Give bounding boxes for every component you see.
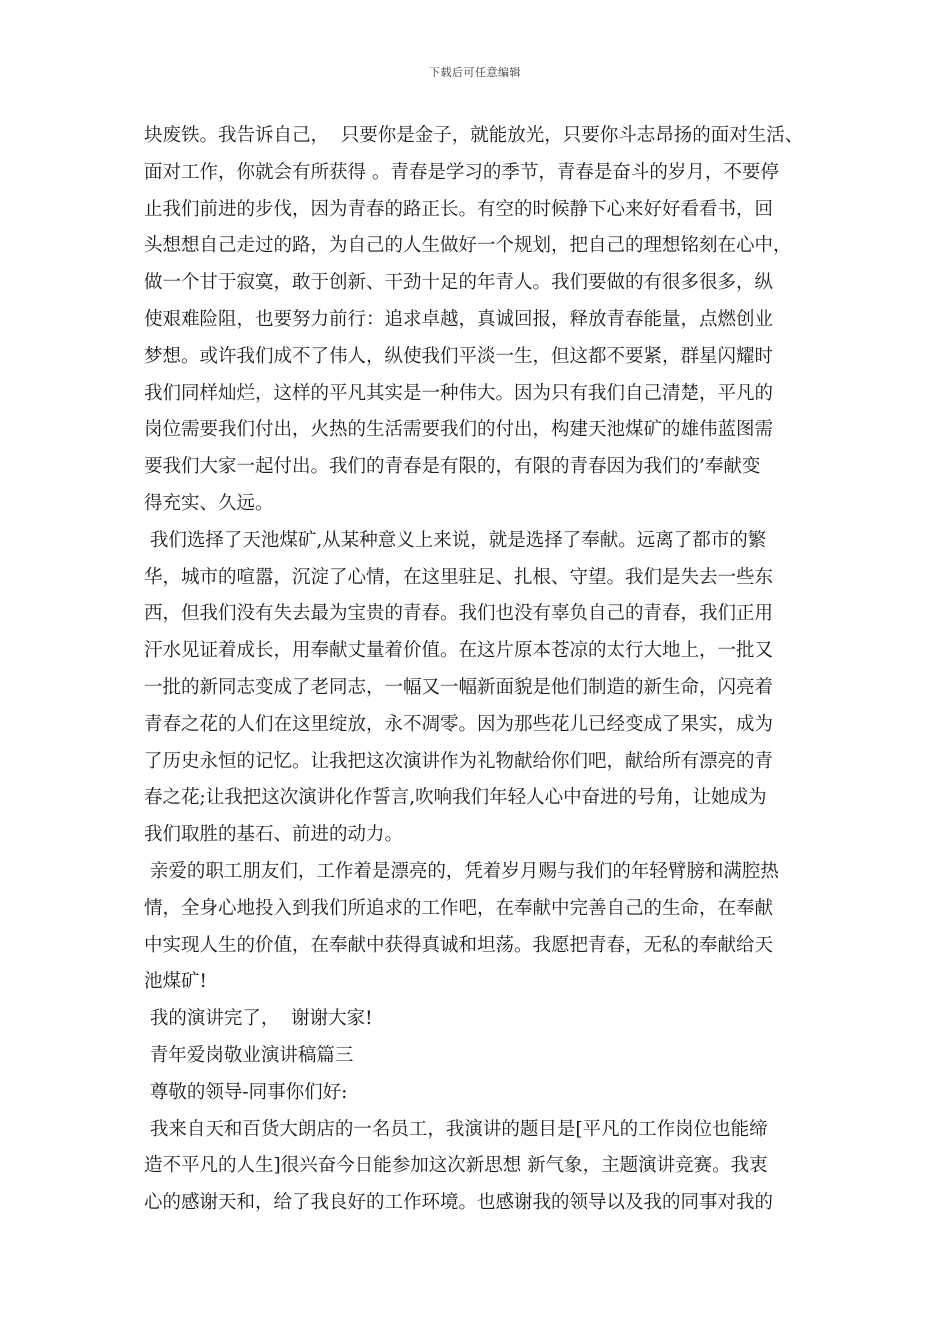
text-line: 情，全身心地投入到我们所追求的工作吧，在奉献中完善自己的生命，在奉献 — [144, 897, 774, 919]
text-line: 我来自天和百货大朗店的一名员工，我演讲的题目是[平凡的工作岗位也能缔 — [144, 1118, 768, 1140]
text-line: 块废铁。我告诉自己， 只要你是金子，就能放光，只要你斗志昂扬的面对生活、 — [144, 125, 804, 146]
text-line: 了历史永恒的记忆。让我把这次演讲作为礼物献给你们吧，献给所有漂亮的青 — [144, 750, 774, 772]
text-line: 中实现人生的价值，在奉献中获得真诚和坦荡。我愿把青春，无私的奉献给天 — [144, 934, 774, 956]
text-line: 面对工作，你就会有所获得 。青春是学习的季节，青春是奋斗的岁月，不要停 — [144, 161, 779, 183]
text-line: 我们选择了天池煤矿,从某种意义上来说，就是选择了奉献。远离了都市的繁 — [144, 529, 767, 551]
text-line: 尊敬的领导-同事你们好: — [144, 1081, 348, 1103]
text-line: 要我们大家一起付出。我们的青春是有限的，有限的青春因为我们的’奉献变 — [144, 456, 761, 478]
text-line: 华，城市的喧嚣，沉淀了心情，在这里驻足、扎根、守望。我们是失去一些东 — [144, 566, 774, 588]
text-line: 汗水见证着成长，用奉献丈量着价值。在这片原本苍凉的太行大地上，一批又 — [144, 640, 774, 662]
text-line: 造不平凡的人生]很兴奋今日能参加这次新思想 新气象，主题演讲竞赛。我衷 — [144, 1155, 768, 1177]
text-line: 岗位需要我们付出，火热的生活需要我们的付出，构建天池煤矿的雄伟蓝图需 — [144, 419, 774, 441]
text-line: 春之花;让我把这次演讲化作誓言,吹响我们年轻人心中奋进的号角，让她成为 — [144, 787, 767, 809]
text-line: 西，但我们没有失去最为宝贵的青春。我们也没有辜负自己的青春，我们正用 — [144, 603, 774, 625]
text-line: 青年爱岗敬业演讲稿篇三 — [144, 1044, 354, 1066]
text-line: 我们同样灿烂，这样的平凡其实是一种伟大。因为只有我们自己清楚，平凡的 — [144, 382, 774, 404]
text-line: 使艰难险阻，也要努力前行：追求卓越，真诚回报，释放青春能量，点燃创业 — [144, 308, 774, 330]
text-line: 我的演讲完了， 谢谢大家! — [144, 1008, 373, 1030]
text-line: 亲爱的职工朋友们，工作着是漂亮的，凭着岁月赐与我们的年轻臂膀和满腔热 — [144, 860, 779, 882]
text-line: 止我们前进的步伐，因为青春的路正长。有空的时候静下心来好好看看书，回 — [144, 198, 774, 220]
text-line: 心的感谢天和，给了我良好的工作环境。也感谢我的领导以及我的同事对我的 — [144, 1192, 774, 1214]
text-line: 青春之花的人们在这里绽放，永不凋零。因为那些花儿已经变成了果实，成为 — [144, 713, 774, 735]
text-line: 一批的新同志变成了老同志，一幅又一幅新面貌是他们制造的新生命，闪亮着 — [144, 676, 774, 698]
text-line: 得充实、久远。 — [144, 492, 274, 514]
text-line: 头想想自己走过的路，为自己的人生做好一个规划，把自己的理想铭刻在心中， — [144, 235, 792, 257]
page-header-note: 下载后可任意编辑 — [429, 66, 521, 79]
text-line: 做一个甘于寂寞，敢于创新、干劲十足的年青人。我们要做的有很多很多，纵 — [144, 272, 774, 294]
text-line: 我们取胜的基石、前进的动力。 — [144, 824, 404, 846]
text-line: 池煤矿! — [144, 971, 207, 993]
document-body — [144, 118, 824, 1222]
text-line: 梦想。或许我们成不了伟人，纵使我们平淡一生，但这都不要紧，群星闪耀时 — [144, 345, 774, 367]
